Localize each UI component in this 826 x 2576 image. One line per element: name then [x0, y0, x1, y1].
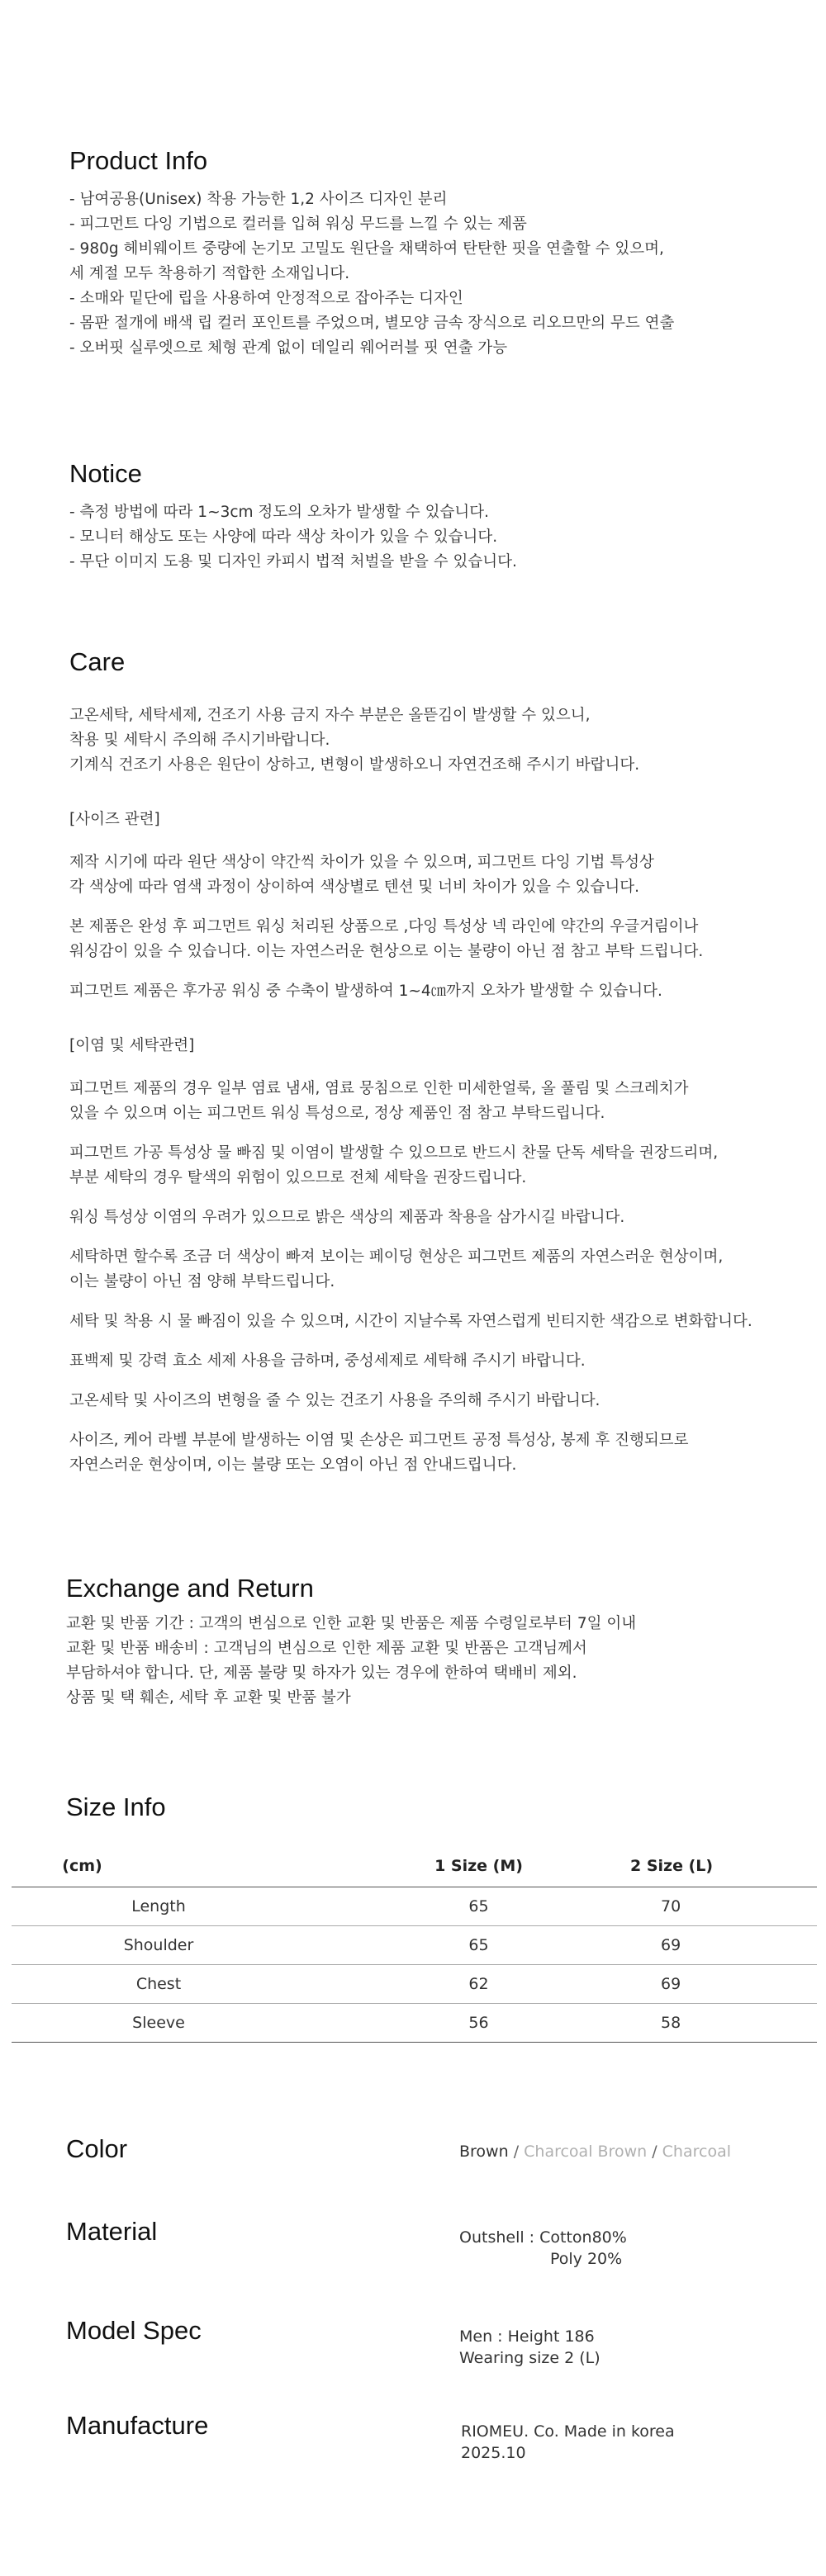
- size-value-l: 69: [661, 1936, 681, 1954]
- size-value-l: 58: [661, 2014, 681, 2032]
- color-charcoal: Charcoal: [662, 2143, 731, 2161]
- color-separator: /: [652, 2143, 657, 2161]
- notice-line: - 측정 방법에 따라 1~3cm 정도의 오차가 발생할 수 있습니다.: [69, 504, 490, 522]
- care-wash-line: 워싱 특성상 이염의 우려가 있으므로 밝은 색상의 제품과 착용을 삼가시길 바랍니다.: [69, 1209, 625, 1227]
- color-title: Color: [66, 2134, 128, 2163]
- care-wash-line: 고온세탁 및 사이즈의 변형을 줄 수 있는 건조기 사용을 주의해 주시기 바랍니다.: [69, 1392, 601, 1410]
- model-spec-title: Model Spec: [66, 2316, 202, 2345]
- size-row-label: Chest: [135, 1975, 182, 1993]
- model-spec-line: Men : Height 186: [459, 2327, 595, 2346]
- product-info-section: [69, 145, 813, 361]
- size-info-section: [66, 1792, 809, 1822]
- care-size-line: 제작 시기에 따라 원단 색상이 약간씩 차이가 있을 수 있으며, 피그먼트 다잉 기법 특성상: [69, 854, 654, 872]
- notice-line: - 모니터 해상도 또는 사양에 따라 색상 차이가 있을 수 있습니다.: [69, 528, 498, 547]
- size-table-header-row: [12, 1845, 817, 1887]
- size-value-m: 65: [468, 1897, 489, 1915]
- material-line: Outshell : Cotton80%: [459, 2228, 627, 2247]
- model-spec-line: Wearing size 2 (L): [459, 2349, 601, 2367]
- size-table: [12, 1845, 817, 2043]
- exchange-title: Exchange and Return: [66, 1574, 314, 1603]
- care-wash-line: 이는 불량이 아닌 점 양해 부탁드립니다.: [69, 1273, 335, 1291]
- product-info-line: - 몸판 절개에 배색 립 컬러 포인트를 주었으며, 별모양 금속 장식으로 리오므만의 무드 연출: [69, 315, 675, 333]
- product-info-line: - 소매와 밑단에 립을 사용하여 안정적으로 잡아주는 디자인: [69, 290, 463, 308]
- size-header-unit: (cm): [62, 1857, 102, 1875]
- size-row-label: Length: [131, 1897, 186, 1915]
- material-line: Poly 20%: [550, 2250, 623, 2268]
- size-row-label: Shoulder: [123, 1936, 194, 1954]
- manufacture-line: RIOMEU. Co. Made in korea: [461, 2422, 675, 2441]
- care-wash-line: 피그먼트 제품의 경우 일부 염료 냄새, 염료 뭉침으로 인한 미세한얼룩, 올 풀림 및 스크레치가: [69, 1080, 689, 1098]
- size-value-m: 62: [468, 1975, 489, 1993]
- exchange-line: 부담하셔야 합니다. 단, 제품 불량 및 하자가 있는 경우에 한하여 택배비 제외.: [66, 1664, 577, 1683]
- care-size-line: 피그먼트 제품은 후가공 워싱 중 수축이 발생하여 1~4㎝까지 오차가 발생할 수 있습니다.: [69, 983, 662, 1001]
- care-wash-line: 있을 수 있으며 이는 피그먼트 워싱 특성으로, 정상 제품인 점 참고 부탁드립니다.: [69, 1105, 605, 1123]
- size-value-m: 56: [468, 2014, 489, 2032]
- care-size-heading: [사이즈 관련]: [69, 811, 160, 829]
- table-row: [12, 1887, 817, 1926]
- product-info-line: - 남여공용(Unisex) 착용 가능한 1,2 사이즈 디자인 분리: [69, 191, 448, 209]
- care-intro-line: 기계식 건조기 사용은 원단이 상하고, 변형이 발생하오니 자연건조해 주시기 바랍니다.: [69, 756, 640, 774]
- table-row: [12, 1965, 817, 2004]
- product-info-title: Product Info: [69, 146, 208, 175]
- care-wash-line: 피그먼트 가공 특성상 물 빠짐 및 이염이 발생할 수 있으므로 반드시 찬물 단독 세탁을 권장드리며,: [69, 1144, 719, 1163]
- care-wash-line: 부분 세탁의 경우 탈색의 위험이 있으므로 전체 세탁을 권장드립니다.: [69, 1169, 527, 1187]
- notice-section: [69, 458, 813, 575]
- notice-line: - 무단 이미지 도용 및 디자인 카피시 법적 처벌을 받을 수 있습니다.: [69, 553, 517, 571]
- table-row: [12, 2004, 817, 2043]
- color-charcoal-brown: Charcoal Brown: [524, 2143, 648, 2161]
- care-wash-line: 세탁 및 착용 시 물 빠짐이 있을 수 있으며, 시간이 지날수록 자연스럽게 빈티지한 색감으로 변화합니다.: [69, 1313, 752, 1331]
- care-intro-line: 고온세탁, 세탁세제, 건조기 사용 금지 자수 부분은 올뜯김이 발생할 수 있으니,: [69, 707, 591, 725]
- material-title: Material: [66, 2217, 158, 2246]
- exchange-line: 교환 및 반품 배송비 : 고객님의 변심으로 인한 제품 교환 및 반품은 고객님께서: [66, 1640, 587, 1658]
- color-values: [459, 2141, 731, 2162]
- size-header-l: 2 Size (L): [630, 1857, 714, 1875]
- care-wash-line: 표백제 및 강력 효소 세제 사용을 금하며, 중성세제로 세탁해 주시기 바랍니다.: [69, 1352, 586, 1371]
- care-size-line: 각 색상에 따라 염색 과정이 상이하여 색상별로 텐션 및 너비 차이가 있을 수 있습니다.: [69, 878, 639, 897]
- exchange-section: [66, 1573, 809, 1711]
- size-value-m: 65: [468, 1936, 489, 1954]
- exchange-line: 상품 및 택 훼손, 세탁 후 교환 및 반품 불가: [66, 1689, 351, 1707]
- care-wash-line: 사이즈, 케어 라벨 부분에 발생하는 이염 및 손상은 피그먼트 공정 특성상, 봉제 후 진행되므로: [69, 1432, 689, 1450]
- material-values: [459, 2227, 627, 2270]
- care-intro-line: 착용 및 세탁시 주의해 주시기바랍니다.: [69, 732, 330, 750]
- manufacture-line: 2025.10: [461, 2444, 526, 2462]
- care-size-line: 워싱감이 있을 수 있습니다. 이는 자연스러운 현상으로 이는 불량이 아닌 점 참고 부탁 드립니다.: [69, 943, 704, 961]
- color-separator: /: [513, 2143, 520, 2161]
- size-row-label: Sleeve: [132, 2014, 185, 2032]
- product-info-line: - 오버핏 실루엣으로 체형 관계 없이 데일리 웨어러블 핏 연출 가능: [69, 339, 508, 358]
- product-info-line: - 980g 헤비웨이트 중량에 논기모 고밀도 원단을 채택하여 탄탄한 핏을 연출할 수 있으며,: [69, 240, 664, 258]
- care-section: [69, 646, 813, 1478]
- table-row: [12, 1926, 817, 1965]
- model-spec-values: [459, 2326, 601, 2369]
- size-info-title: Size Info: [66, 1792, 166, 1821]
- color-brown: Brown: [459, 2143, 509, 2161]
- size-value-l: 69: [661, 1975, 681, 1993]
- care-title: Care: [69, 647, 126, 676]
- size-value-l: 70: [661, 1897, 681, 1915]
- product-info-line: 세 계절 모두 착용하기 적합한 소재입니다.: [69, 265, 350, 283]
- care-wash-line: 자연스러운 현상이며, 이는 불량 또는 오염이 아닌 점 안내드립니다.: [69, 1456, 517, 1475]
- size-header-m: 1 Size (M): [434, 1857, 523, 1875]
- manufacture-values: [461, 2421, 675, 2464]
- product-info-line: - 피그먼트 다잉 기법으로 컬러를 입혀 워싱 무드를 느낄 수 있는 제품: [69, 215, 527, 234]
- exchange-line: 교환 및 반품 기간 : 고객의 변심으로 인한 교환 및 반품은 제품 수령일로부터 7일 이내: [66, 1615, 637, 1633]
- notice-title: Notice: [69, 459, 142, 488]
- care-wash-heading: [이염 및 세탁관련]: [69, 1037, 195, 1055]
- care-wash-line: 세탁하면 할수록 조금 더 색상이 빠져 보이는 페이딩 현상은 피그먼트 제품의 자연스러운 현상이며,: [69, 1248, 724, 1267]
- manufacture-title: Manufacture: [66, 2411, 209, 2440]
- care-size-line: 본 제품은 완성 후 피그먼트 워싱 처리된 상품으로 ,다잉 특성상 넥 라인에 약간의 우글거림이나: [69, 918, 699, 936]
